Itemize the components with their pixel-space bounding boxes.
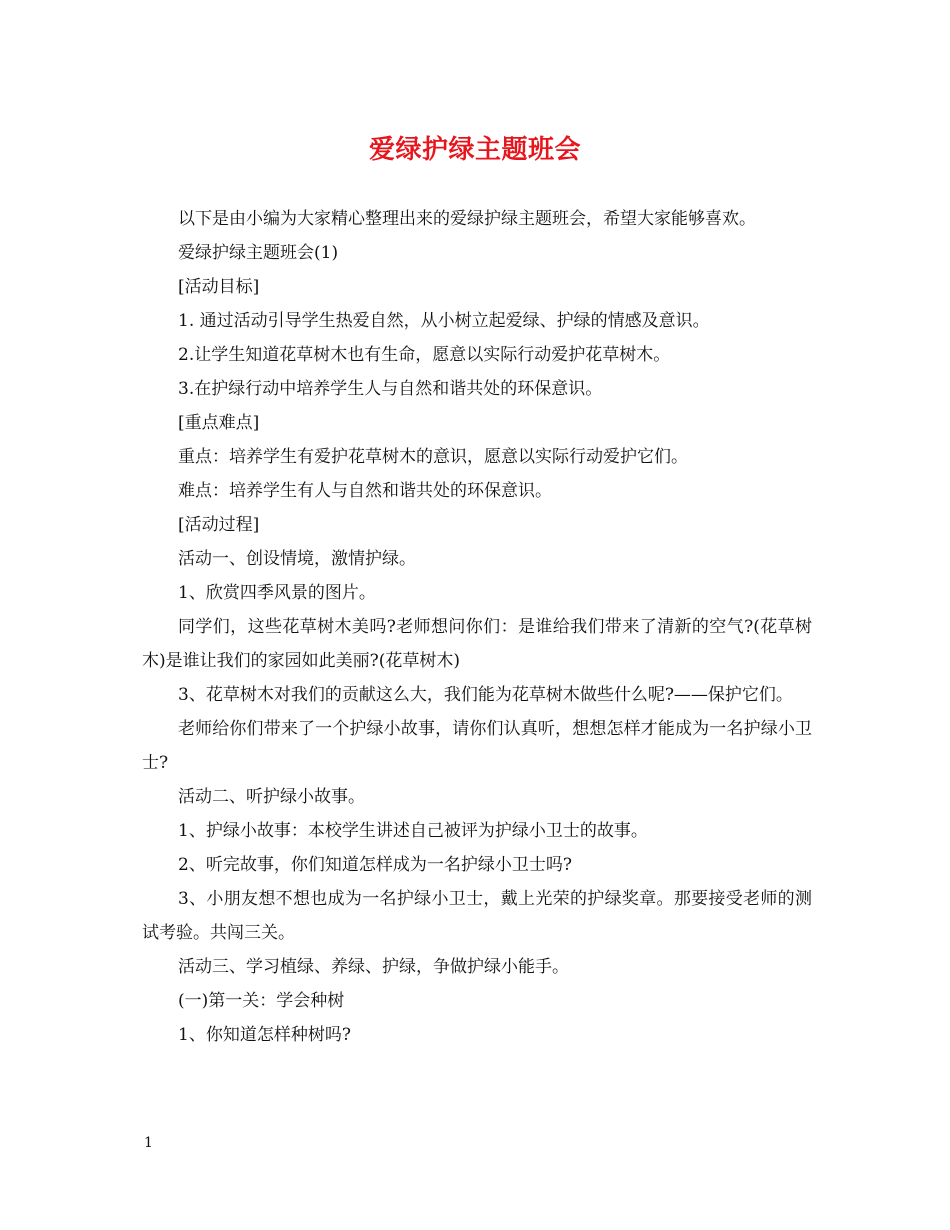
paragraph: 活动三、学习植绿、养绿、护绿，争做护绿小能手。	[178, 957, 569, 977]
paragraph: 1、护绿小故事：本校学生讲述自己被评为护绿小卫士的故事。	[178, 821, 648, 841]
paragraph: 重点：培养学生有爱护花草树木的意识，愿意以实际行动爱护它们。	[178, 447, 688, 467]
paragraph: 3.在护绿行动中培养学生人与自然和谐共处的环保意识。	[178, 379, 603, 399]
page-number: 1	[144, 1135, 153, 1151]
paragraph: 爱绿护绿主题班会(1)	[178, 243, 339, 263]
paragraph: [活动目标]	[178, 277, 260, 297]
paragraph: 2.让学生知道花草树木也有生命，愿意以实际行动爱护花草树木。	[178, 345, 671, 365]
paragraph: 1、欣赏四季风景的图片。	[178, 583, 376, 603]
paragraph: (一)第一关：学会种树	[178, 991, 345, 1011]
paragraph: 同学们，这些花草树木美吗?老师想问你们：是谁给我们带来了清新的空气?(花草树木)是谁让我们的家园如此美丽?(花草树木)	[142, 617, 812, 671]
paragraph: 难点：培养学生有人与自然和谐共处的环保意识。	[178, 481, 552, 501]
paragraph: 活动二、听护绿小故事。	[178, 787, 365, 807]
paragraph: 2、听完故事，你们知道怎样成为一名护绿小卫士吗?	[178, 855, 572, 875]
document-title: 爱绿护绿主题班会	[368, 135, 581, 165]
paragraph: 1、你知道怎样种树吗?	[178, 1025, 351, 1045]
paragraph: [活动过程]	[178, 515, 260, 535]
paragraph: [重点难点]	[178, 413, 260, 433]
paragraph: 3、小朋友想不想也成为一名护绿小卫士，戴上光荣的护绿奖章。那要接受老师的测试考验。共闯三关。	[142, 889, 812, 943]
paragraph: 老师给你们带来了一个护绿小故事，请你们认真听，想想怎样才能成为一名护绿小卫士?	[142, 719, 812, 773]
paragraph: 3、花草树木对我们的贡献这么大，我们能为花草树木做些什么呢?——保护它们。	[178, 685, 793, 705]
paragraph: 1. 通过活动引导学生热爱自然，从小树立起爱绿、护绿的情感及意识。	[178, 311, 710, 331]
paragraph: 以下是由小编为大家精心整理出来的爱绿护绿主题班会，希望大家能够喜欢。	[178, 209, 756, 229]
document-body	[142, 202, 812, 1052]
paragraph: 活动一、创设情境，激情护绿。	[178, 549, 416, 569]
